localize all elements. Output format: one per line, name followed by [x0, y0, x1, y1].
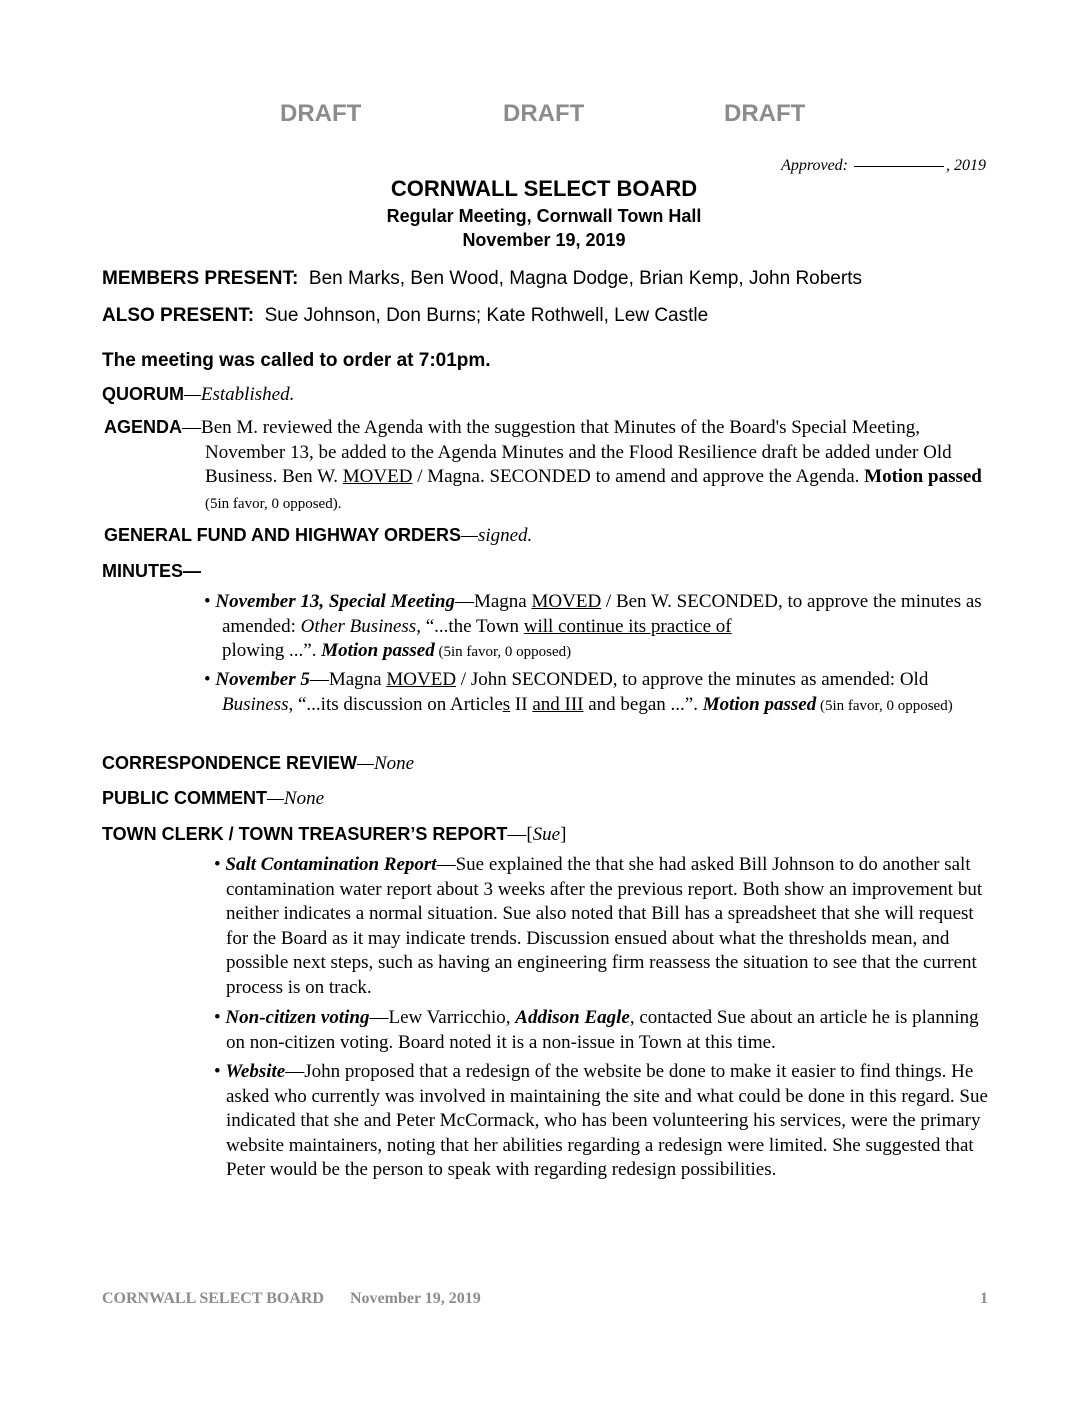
draft-mark-3: DRAFT: [724, 100, 806, 127]
bullet: •: [204, 591, 211, 612]
moved-text: MOVED: [386, 669, 457, 690]
clerk-item-website: [214, 1060, 988, 1183]
minutes-item-title: November 13, Special Meeting: [215, 591, 455, 612]
minutes-text: , “...its discussion on Article: [288, 693, 503, 715]
orders-label: GENERAL FUND AND HIGHWAY ORDERS: [104, 525, 462, 545]
approved-year: , 2019: [946, 157, 986, 174]
orders-value: signed.: [477, 525, 533, 546]
page-number: 1: [980, 1290, 988, 1307]
minutes-text: , “...the Town: [416, 615, 524, 637]
members-label: MEMBERS PRESENT:: [102, 268, 299, 289]
approved-line: [781, 157, 986, 175]
clerk-item-title: Salt Contamination Report: [225, 854, 437, 875]
minutes-item-title: November 5: [215, 669, 310, 690]
clerk-item-text: , contacted Sue about an article he is planning on non-citizen voting. Board noted it is a non-issue in Town at this time.: [226, 1007, 979, 1053]
also-label: ALSO PRESENT:: [102, 305, 255, 326]
draft-mark-1: DRAFT: [280, 100, 362, 127]
minutes-ref: Business: [222, 693, 289, 715]
amended-text: and III: [532, 693, 584, 715]
orders-dash: —: [461, 525, 478, 546]
agenda-label: AGENDA: [104, 417, 183, 437]
orders-line: [104, 525, 532, 547]
clerk-item-title: Website: [225, 1061, 286, 1082]
minutes-text: II: [510, 693, 533, 715]
agenda-text-2: / Magna. SECONDED to amend and approve the Agenda.: [412, 466, 865, 488]
clerk-heading: [102, 824, 566, 846]
minutes-text: —Magna: [454, 591, 532, 612]
correspondence-label: CORRESPONDENCE REVIEW: [102, 753, 358, 773]
clerk-item-text: —Lew Varricchio,: [369, 1007, 516, 1028]
quorum-line: [102, 384, 294, 406]
bullet: •: [214, 854, 221, 875]
doc-date: November 19, 2019: [462, 230, 626, 250]
bullet: •: [214, 1061, 221, 1082]
members-present: [102, 268, 862, 290]
vote-count: (5in favor, 0 opposed): [816, 697, 953, 714]
footer-date: November 19, 2019: [349, 1290, 481, 1307]
agenda-section: [104, 415, 986, 516]
clerk-item-voting: [214, 1006, 988, 1055]
doc-subtitle: Regular Meeting, Cornwall Town Hall: [386, 206, 702, 226]
moved-text: MOVED: [531, 591, 602, 612]
vote-count: (5in favor, 0 opposed): [434, 644, 572, 661]
agenda-moved: MOVED: [342, 466, 413, 488]
clerk-dash: —[: [507, 824, 533, 845]
approved-label: Approved:: [781, 157, 848, 174]
minutes-text: / John SECONDED, to approve the minutes as amended: Old: [456, 669, 929, 690]
public-comment-label: PUBLIC COMMENT: [102, 788, 267, 808]
clerk-label: TOWN CLERK / TOWN TREASURER’S REPORT: [102, 824, 508, 844]
amended-text: will continue its practice of: [523, 615, 732, 637]
also-present: [102, 305, 708, 327]
page-footer: [102, 1290, 481, 1308]
quorum-label: QUORUM: [102, 384, 184, 404]
clerk-item-title: Non-citizen voting: [225, 1007, 370, 1028]
agenda-motion-passed: Motion passed: [864, 466, 982, 488]
quorum-dash: —: [184, 384, 201, 405]
minutes-item-nov5: [204, 668, 986, 718]
public-comment-line: [102, 788, 324, 810]
correspondence-dash: —: [357, 753, 374, 774]
minutes-text: / Ben W. SECONDED, to approve the minutes as amended:: [222, 591, 982, 637]
agenda-text-1: —Ben M. reviewed the Agenda with the suggestion that Minutes of the Board's Special Meeting, November 13, be added to the Agenda Minutes and the Flood Resilience draft be added under Old Business. Ben W.: [182, 417, 952, 488]
minutes-text: plowing ...”.: [222, 640, 322, 662]
clerk-value: Sue: [532, 824, 561, 845]
doc-title: CORNWALL SELECT BOARD: [390, 176, 698, 201]
call-to-order: The meeting was called to order at 7:01pm.: [102, 350, 491, 371]
minutes-ref: Other Business: [300, 615, 417, 637]
motion-passed: Motion passed: [702, 693, 817, 715]
minutes-text: and began ...”.: [583, 693, 703, 715]
bullet: •: [204, 669, 211, 690]
draft-mark-2: DRAFT: [503, 100, 585, 127]
minutes-text: —Magna: [309, 669, 387, 690]
public-comment-dash: —: [267, 788, 284, 809]
footer-org: CORNWALL SELECT BOARD: [102, 1290, 324, 1307]
public-comment-value: None: [283, 788, 325, 809]
correspondence-value: None: [373, 753, 415, 774]
quorum-value: Established.: [200, 384, 295, 405]
correspondence-line: [102, 753, 414, 775]
clerk-close: ]: [560, 824, 567, 845]
approved-blank: [854, 166, 944, 167]
clerk-item-text: —Sue explained the that she had asked Bill Johnson to do another salt contamination water report about 3 weeks after the previous report. Both show an improvement but neither indicates a normal situation. Sue also noted that Bill has a spreadsheet that she will request for the Board as it may indicate trends. Discussion ensued about what the thresholds mean, and possible next steps, such as having an engineering firm reassess the situation to see that the current process is on track.: [226, 854, 983, 998]
agenda-vote-count: (5in favor, 0 opposed).: [205, 495, 342, 512]
clerk-item-paper: Addison Eagle: [515, 1007, 630, 1028]
clerk-item-text: —John proposed that a redesign of the website be done to make it easier to find things. He asked who currently was involved in maintaining the site and what could be done in this regard. Sue indicated that she and Peter McCormack, who has been volunteering his services, were the primary website maintainers, noting that her abilities regarding a redesign were limited. She suggested that Peter would be the person to speak with regarding redesign possibilities.: [226, 1061, 988, 1181]
minutes-heading: MINUTES—: [102, 561, 201, 581]
minutes-item-nov13: [204, 590, 986, 665]
clerk-item-salt: [214, 853, 988, 1001]
bullet: •: [214, 1007, 221, 1028]
also-value: Sue Johnson, Don Burns; Kate Rothwell, Lew Castle: [264, 305, 709, 326]
motion-passed: Motion passed: [321, 640, 435, 662]
members-value: Ben Marks, Ben Wood, Magna Dodge, Brian Kemp, John Roberts: [308, 268, 862, 289]
amended-text: s: [502, 693, 511, 715]
